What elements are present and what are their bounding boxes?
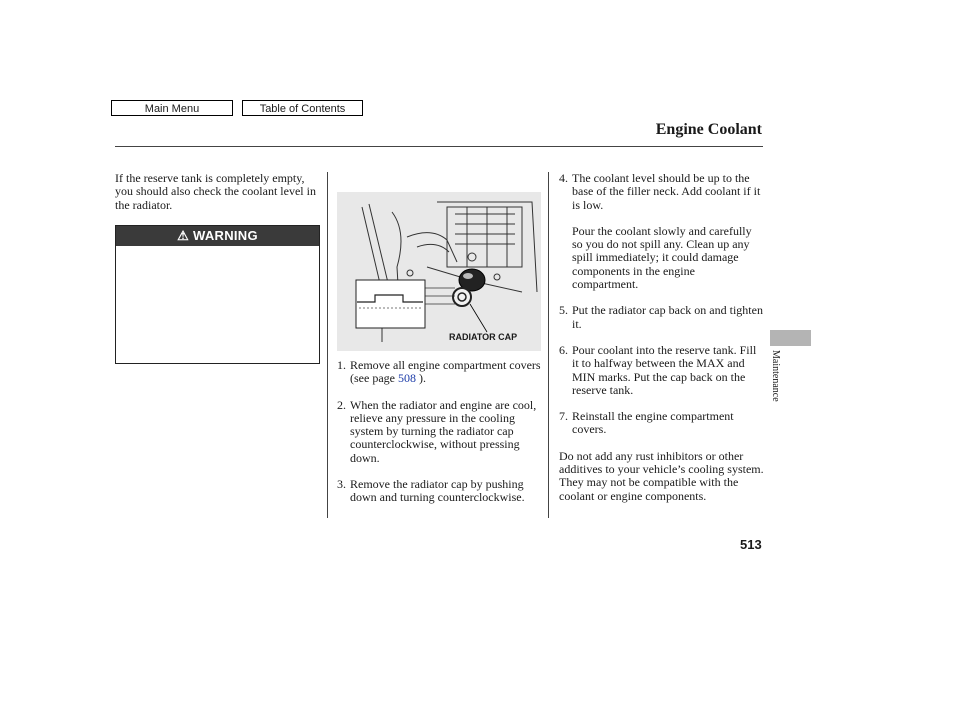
list-item	[337, 359, 542, 386]
warning-label: WARNING	[192, 228, 258, 243]
header-rule	[115, 146, 763, 147]
step-text: Remove all engine compartment covers (see page	[350, 358, 541, 386]
step-text: Reinstall the engine compartment covers.	[572, 409, 734, 437]
step-text: The coolant level should be up to the base of the filler neck. Add coolant if it is low.	[572, 171, 761, 212]
main-menu-button[interactable]: Main Menu	[111, 100, 233, 116]
step-number: 5.	[559, 303, 568, 318]
section-label-text: Maintenance	[770, 350, 781, 402]
left-column	[115, 172, 320, 212]
warning-box	[115, 225, 320, 364]
list-item	[559, 304, 764, 331]
list-item	[559, 410, 764, 437]
section-tab[interactable]	[770, 330, 811, 346]
section-label	[767, 350, 787, 420]
step-text: Pour coolant into the reserve tank. Fill it to halfway between the MAX and MIN marks. Put the cap back on the reserve tank.	[572, 342, 757, 397]
step-text: Put the radiator cap back on and tighten it.	[572, 303, 763, 331]
list-item	[559, 172, 764, 291]
warning-triangle-icon: ⚠	[177, 228, 190, 243]
step-text-end: ).	[415, 371, 426, 386]
step-number: 4.	[559, 171, 568, 185]
intro-text: If the reserve tank is completely empty, you should also check the coolant level in the radiator.	[115, 171, 316, 212]
engine-illustration-icon	[337, 192, 541, 351]
page-title: Engine Coolant	[655, 121, 762, 138]
closing-text: Do not add any rust inhibitors or other additives to your vehicle’s cooling system. They may not be compatible with the coolant or engine components.	[559, 448, 764, 503]
figure-label: RADIATOR CAP	[449, 332, 518, 342]
page-number: 513	[740, 537, 762, 552]
steps-list-right	[559, 172, 764, 437]
step-text: When the radiator and engine are cool, relieve any pressure in the cooling system by turning the radiator cap counterclockwise, without pressing down.	[350, 397, 537, 465]
step-number: 1.	[337, 358, 346, 372]
warning-header	[116, 226, 319, 246]
table-of-contents-button[interactable]: Table of Contents	[242, 100, 363, 116]
radiator-figure	[337, 192, 541, 351]
step-number: 3.	[337, 477, 346, 492]
step-number: 7.	[559, 409, 568, 424]
step-number: 2.	[337, 397, 346, 412]
right-column	[559, 172, 764, 503]
steps-list-middle	[337, 359, 542, 505]
step-number: 6.	[559, 342, 568, 357]
step-text: Remove the radiator cap by pushing down and turning counterclockwise.	[350, 477, 525, 505]
list-item	[337, 478, 542, 505]
page-link-508[interactable]: 508	[397, 371, 416, 386]
column-divider-left	[327, 172, 328, 518]
middle-column	[337, 359, 542, 505]
list-item	[337, 399, 542, 465]
step-note: Pour the coolant slowly and carefully so you do not spill any. Clean up any spill immediately; it could damage components in the engine compartment.	[572, 223, 752, 292]
column-divider-right	[548, 172, 549, 518]
list-item	[559, 344, 764, 397]
